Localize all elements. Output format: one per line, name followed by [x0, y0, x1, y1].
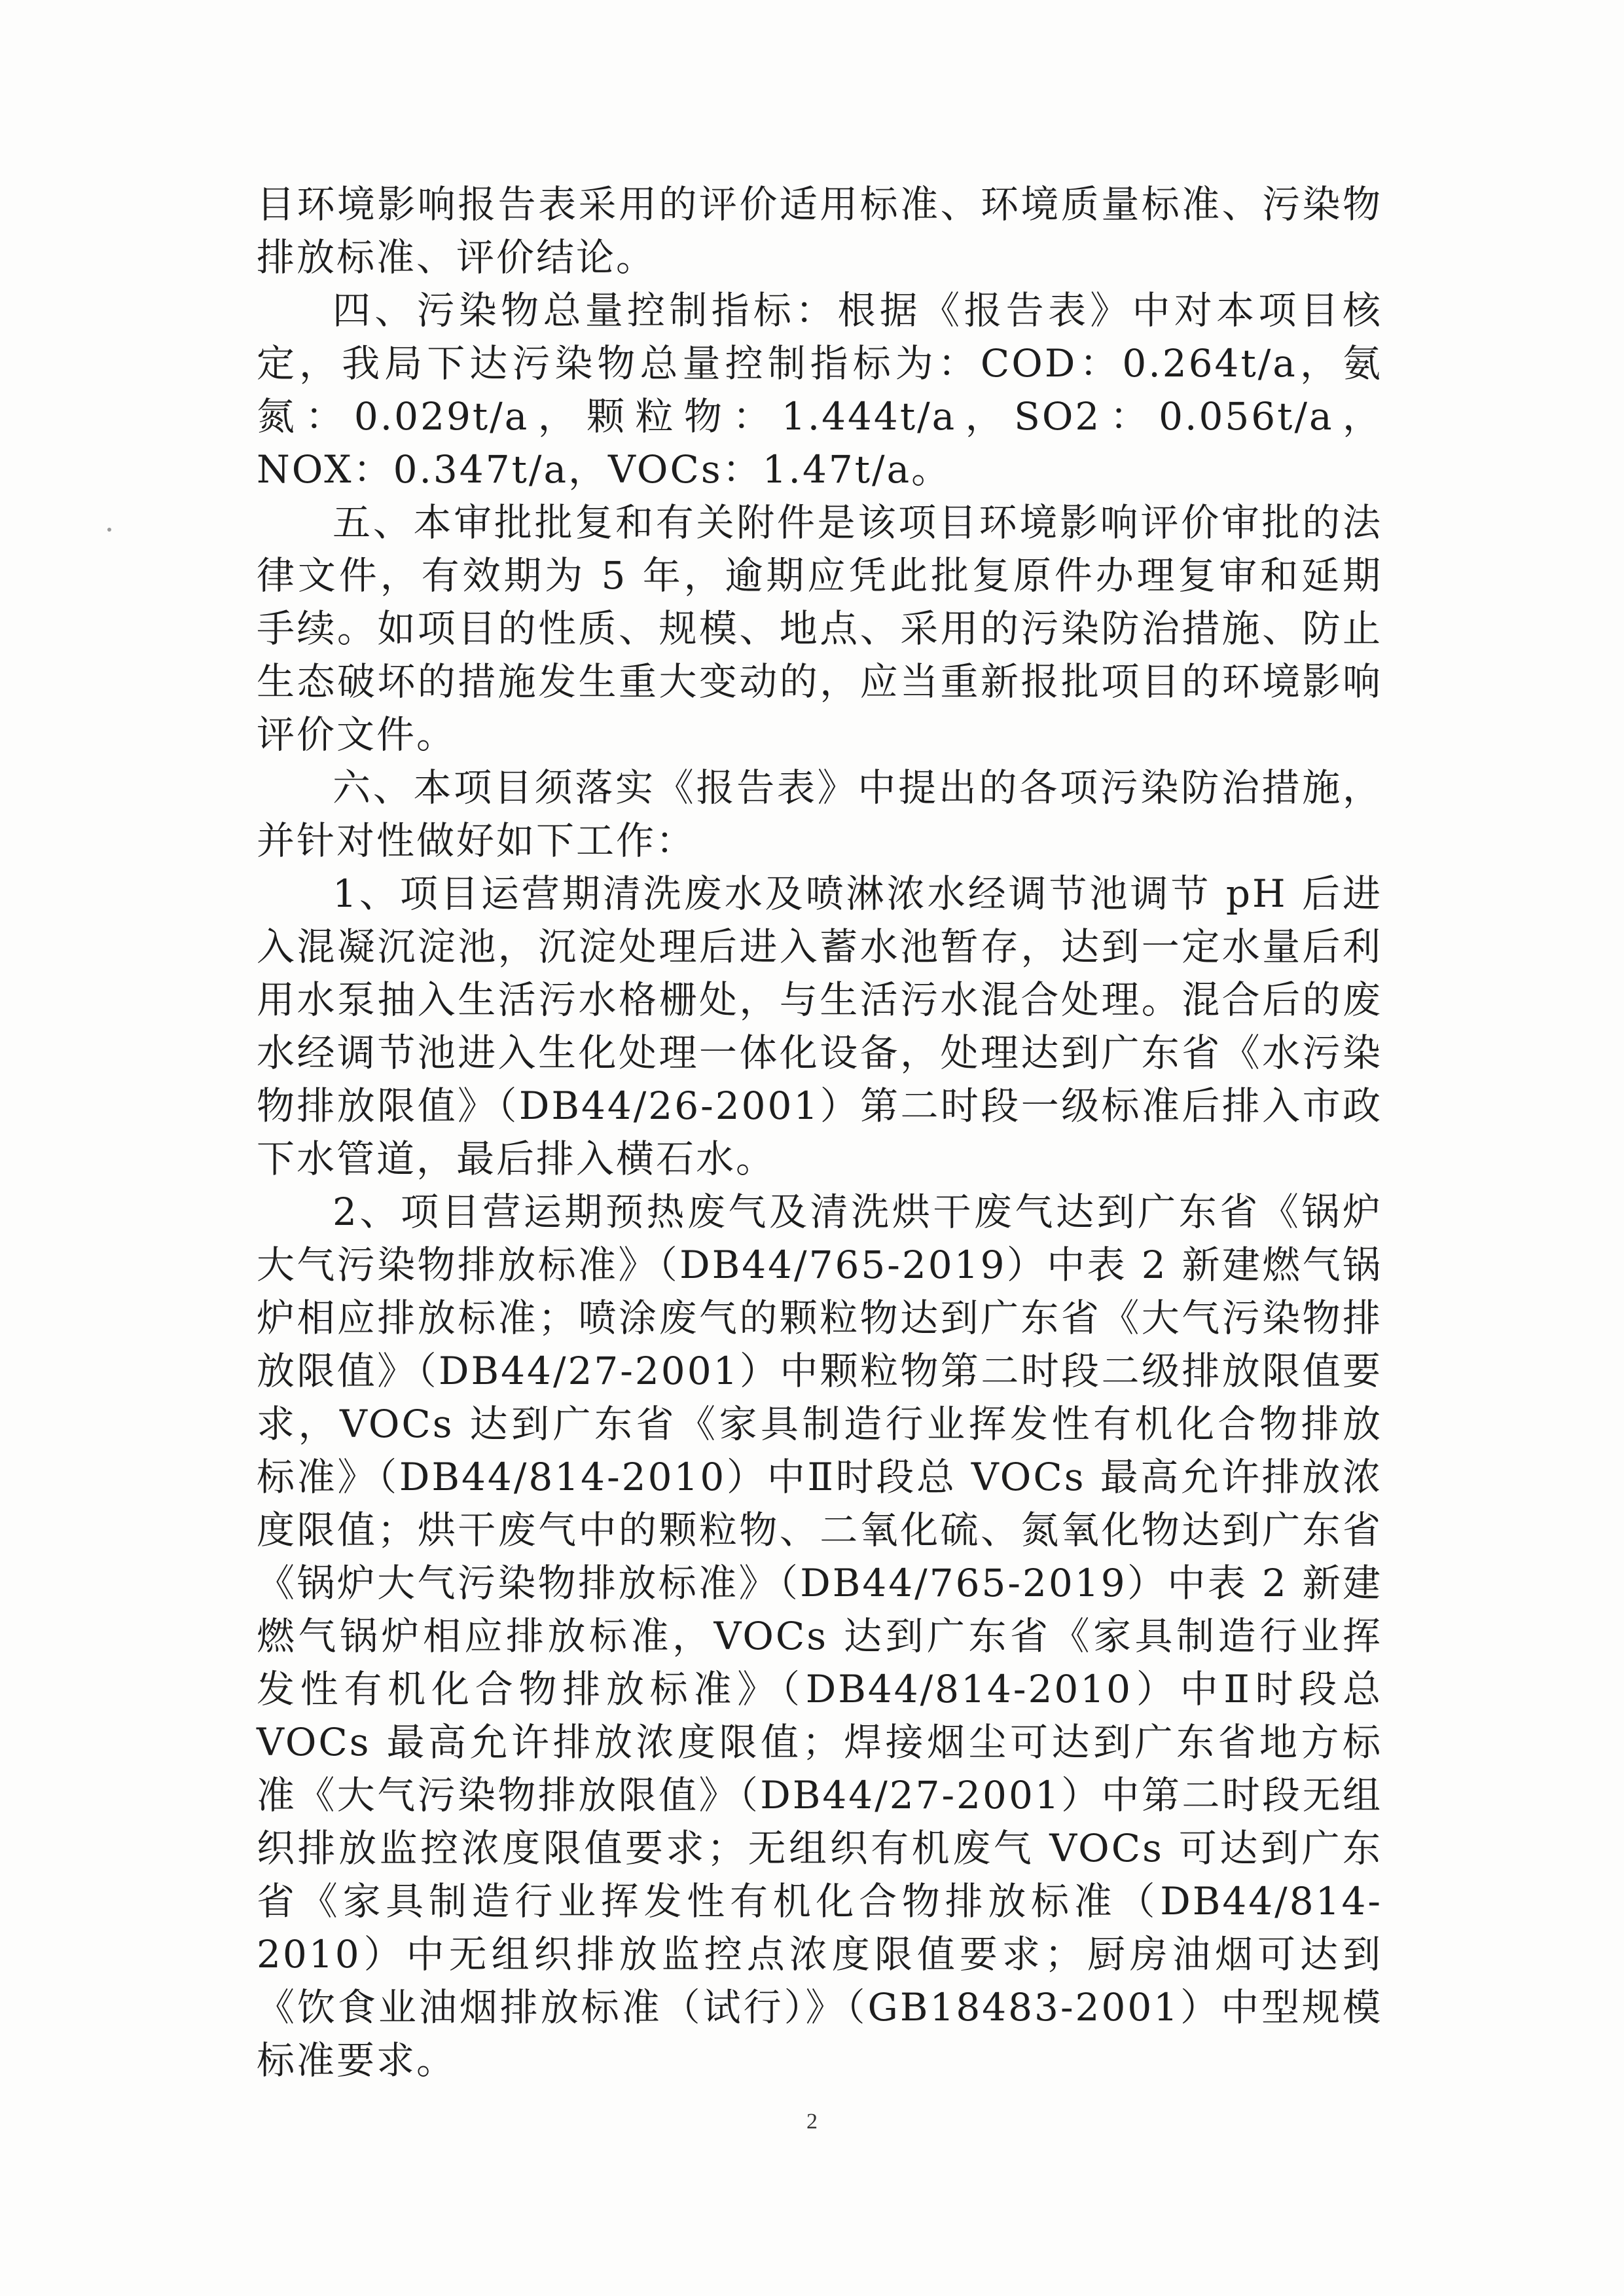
paragraph-section-five: 五、本审批批复和有关附件是该项目环境影响评价审批的法律文件，有效期为 5 年，逾期应凭此批复原件办理复审和延期手续。如项目的性质、规模、地点、采用的污染防治措施、防止生态破坏的措施发生重大变动的，应当重新报批项目的环境影响评价文件。 — [257, 500, 1382, 757]
paragraph-section-four: 四、污染物总量控制指标：根据《报告表》中对本项目核定，我局下达污染物总量控制指标为：COD：0.264t/a，氨氮：0.029t/a，颗粒物：1.444t/a，SO2：0.056t/a，NOX：0.347t/a，VOCs：1.47t/a。 — [257, 288, 1382, 492]
body-text — [257, 178, 1382, 2087]
paragraph-item-2: 2、项目营运期预热废气及清洗烘干废气达到广东省《锅炉大气污染物排放标准》（DB44/765-2019）中表 2 新建燃气锅炉相应排放标准；喷涂废气的颗粒物达到广东省《大气污染物排放限值》（DB44/27-2001）中颗粒物第二时段二级排放限值要求，VOCs 达到广东省《家具制造行业挥发性有机化合物排放标准》（DB44/814-2010）中Ⅱ时段总 VOCs 最高允许排放浓度限值；烘干废气中的颗粒物、二氧化硫、氮氧化物达到广东省《锅炉大气污染物排放标准》（DB44/765-2019）中表 2 新建燃气锅炉相应排放标准，VOCs 达到广东省《家具制造行业挥发性有机化合物排放标准》（DB44/814-2010）中Ⅱ时段总 VOCs 最高允许排放浓度限值；焊接烟尘可达到广东省地方标准《大气污染物排放限值》（DB44/27-2001）中第二时段无组织排放监控浓度限值要求；无组织有机废气 VOCs 可达到广东省《家具制造行业挥发性有机化合物排放标准（DB44/814-2010）中无组织排放监控点浓度限值要求；厨房油烟可达到《饮食业油烟排放标准（试行）》（GB18483-2001）中型规模标准要求。 — [257, 1190, 1382, 2083]
paragraph-section-six: 六、本项目须落实《报告表》中提出的各项污染防治措施，并针对性做好如下工作： — [257, 765, 1382, 863]
paragraph-item-1: 1、项目运营期清洗废水及喷淋浓水经调节池调节 pH 后进入混凝沉淀池，沉淀处理后进入蓄水池暂存，达到一定水量后利用水泵抽入生活污水格栅处，与生活污水混合处理。混合后的废水经调节池进入生化处理一体化设备，处理达到广东省《水污染物排放限值》（DB44/26-2001）第二时段一级标准后排入市政下水管道，最后排入横石水。 — [257, 871, 1382, 1181]
paragraph-continuation: 目环境影响报告表采用的评价适用标准、环境质量标准、污染物排放标准、评价结论。 — [257, 182, 1382, 280]
scan-speck — [107, 528, 111, 532]
page-number: 2 — [806, 2109, 818, 2134]
